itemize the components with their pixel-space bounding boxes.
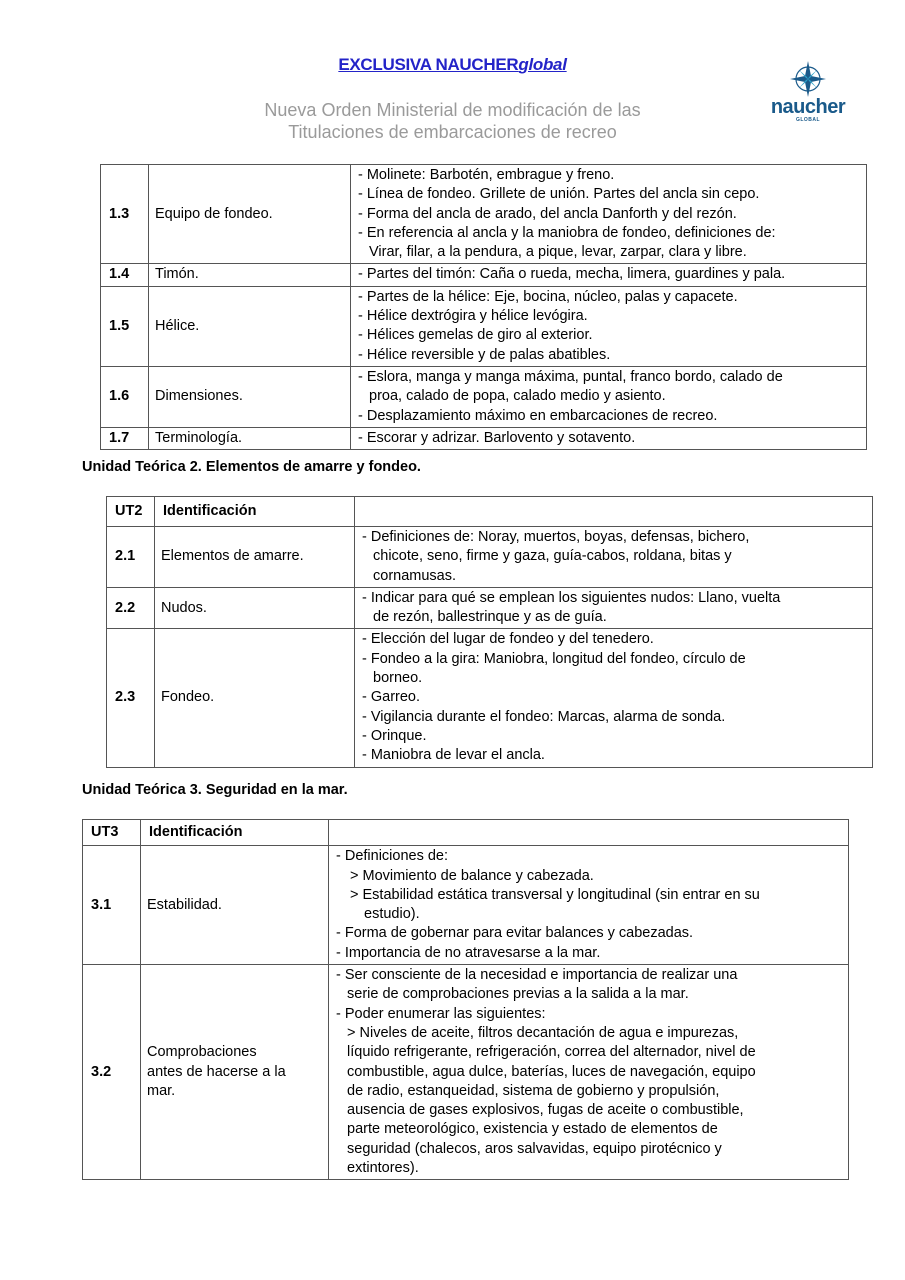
- document-subtitle: Nueva Orden Ministerial de modificación de las Titulaciones de embarcaciones de recreo: [264, 100, 641, 142]
- column-header-unit: UT3: [83, 820, 141, 846]
- row-number: 3.1: [83, 846, 141, 965]
- row-number: 3.2: [83, 965, 141, 1180]
- column-header-identification: Identificación: [155, 497, 355, 527]
- table-row: [101, 165, 867, 264]
- compass-rose-icon: [763, 60, 853, 98]
- column-header-empty: [355, 497, 873, 527]
- row-identification: Equipo de fondeo.: [149, 165, 351, 264]
- row-number: 1.7: [101, 427, 149, 449]
- column-header-unit: UT2: [107, 497, 155, 527]
- table-header-row: [83, 820, 849, 846]
- logo-subtext: GLOBAL: [795, 117, 821, 123]
- unit3-table: [82, 819, 849, 1180]
- row-identification: Comprobaciones antes de hacerse a la mar.: [141, 965, 329, 1180]
- row-identification: Hélice.: [149, 286, 351, 366]
- row-number: 1.3: [101, 165, 149, 264]
- table-row: [83, 846, 849, 965]
- column-header-identification: Identificación: [141, 820, 329, 846]
- row-description: - Partes del timón: Caña o rueda, mecha, limera, guardines y pala.: [351, 264, 867, 286]
- row-number: 1.5: [101, 286, 149, 366]
- table-row: [83, 965, 849, 1180]
- row-description: - Escorar y adrizar. Barlovento y sotavento.: [351, 427, 867, 449]
- table-row: [107, 587, 873, 629]
- table-row: [101, 286, 867, 366]
- unit1-table: [100, 164, 867, 450]
- row-description: - Partes de la hélice: Eje, bocina, núcleo, palas y capacete. - Hélice dextrógira y hélice levógira. - Hélices gemelas de giro al exterior. - Hélice reversible y de palas abatibles.: [351, 286, 867, 366]
- unit3-title: Unidad Teórica 3. Seguridad en la mar.: [82, 782, 348, 798]
- row-identification: Estabilidad.: [141, 846, 329, 965]
- table-row: [101, 366, 867, 427]
- unit2-title: Unidad Teórica 2. Elementos de amarre y fondeo.: [82, 459, 421, 475]
- table-header-row: [107, 497, 873, 527]
- row-description: - Molinete: Barbotén, embrague y freno. - Línea de fondeo. Grillete de unión. Partes del ancla sin cepo. - Forma del ancla de arado, del ancla Danforth y del rezón. - En referencia al ancla y la maniobra de fondeo, definiciones de: Virar, filar, a la pendura, a pique, levar, zarpar, clara y libre.: [351, 165, 867, 264]
- row-identification: Nudos.: [155, 587, 355, 629]
- row-description: - Definiciones de: > Movimiento de balance y cabezada. > Estabilidad estática transversal y longitudinal (sin entrar en su estudio). - Forma de gobernar para evitar balances y cabezadas. - Importancia de no atravesarse a la mar.: [329, 846, 849, 965]
- row-number: 2.1: [107, 527, 155, 588]
- row-number: 1.4: [101, 264, 149, 286]
- row-identification: Timón.: [149, 264, 351, 286]
- logo-wordmark: naucher: [770, 96, 846, 118]
- row-number: 1.6: [101, 366, 149, 427]
- row-identification: Dimensiones.: [149, 366, 351, 427]
- row-description: - Indicar para qué se emplean los siguientes nudos: Llano, vuelta de rezón, ballestrinque y as de guía.: [355, 587, 873, 629]
- table-row: [101, 427, 867, 449]
- row-description: - Ser consciente de la necesidad e importancia de realizar una serie de comprobaciones previas a la salida a la mar. - Poder enumerar las siguientes: > Niveles de aceite, filtros decantación de agua e impurezas, líquido refrigerante, refrigeración, correa del alternador, nivel de combustible, agua dulce, baterías, luces de navegación, equipo de radio, estanqueidad, sistema de gobierno y propulsión, ausencia de gases explosivos, fugas de aceite o combustible, parte meteorológico, existencia y estado de elementos de seguridad (chalecos, aros salvavidas, equipo pirotécnico y extintores).: [329, 965, 849, 1180]
- row-description: - Eslora, manga y manga máxima, puntal, franco bordo, calado de proa, calado de popa, calado medio y asiento. - Desplazamiento máximo en embarcaciones de recreo.: [351, 366, 867, 427]
- table-row: [107, 527, 873, 588]
- naucher-logo: [763, 60, 853, 124]
- table-row: [101, 264, 867, 286]
- row-number: 2.3: [107, 629, 155, 767]
- column-header-empty: [329, 820, 849, 846]
- unit2-table: [106, 496, 873, 768]
- row-description: - Definiciones de: Noray, muertos, boyas, defensas, bichero, chicote, seno, firme y gaza, guía-cabos, roldana, bitas y cornamusas.: [355, 527, 873, 588]
- table-row: [107, 629, 873, 767]
- row-description: - Elección del lugar de fondeo y del tenedero. - Fondeo a la gira: Maniobra, longitud del fondeo, círculo de borneo. - Garreo. - Vigilancia durante el fondeo: Marcas, alarma de sonda. - Orinque. - Maniobra de levar el ancla.: [355, 629, 873, 767]
- row-number: 2.2: [107, 587, 155, 629]
- row-identification: Terminología.: [149, 427, 351, 449]
- header-link[interactable]: EXCLUSIVA NAUCHERglobal: [338, 55, 567, 74]
- row-identification: Fondeo.: [155, 629, 355, 767]
- row-identification: Elementos de amarre.: [155, 527, 355, 588]
